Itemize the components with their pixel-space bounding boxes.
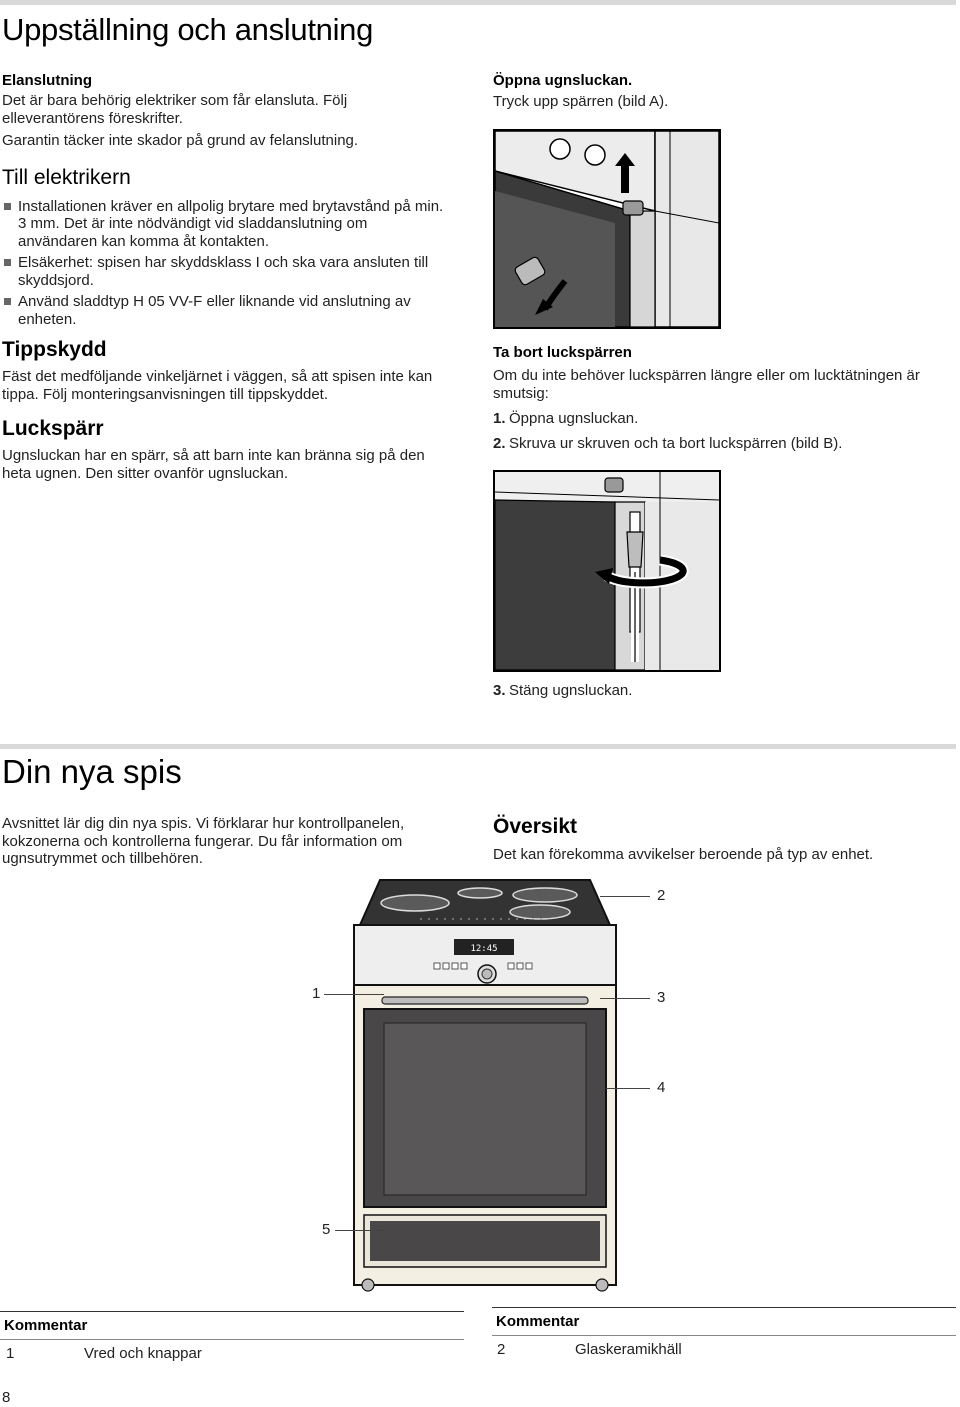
section2-intro: Avsnittet lär dig din nya spis. Vi förklarar hur kontrollpanelen, kokzonerna och kontrollerna fungerar. Du får information om ugnsutrymmet och tillbehören. <box>2 815 405 867</box>
elanslutning-p1: Det är bara behörig elektriker som får elansluta. Följ elleverantörens föreskrifter. <box>2 92 348 127</box>
table-right-row-text: Glaskeramikhäll <box>575 1341 682 1358</box>
oversikt-p: Det kan förekomma avvikelser beroende på typ av enhet. <box>493 846 874 863</box>
step-3 <box>493 682 632 700</box>
oppna-heading: Öppna ugnsluckan. <box>493 72 633 89</box>
figure-b-screw-removal <box>493 470 721 672</box>
oversikt-heading: Översikt <box>493 815 578 838</box>
stove-illustration <box>340 875 630 1295</box>
step-2 <box>493 435 953 453</box>
figure-a-latch-push <box>493 129 721 329</box>
elanslutning-heading: Elanslutning <box>2 72 92 89</box>
callout-4: 4 <box>657 1079 666 1096</box>
tippskydd-heading: Tippskydd <box>2 338 107 361</box>
tippskydd-p: Fäst det medföljande vinkeljärnet i väggen, så att spisen inte kan tippa. Följ monteringsanvisningen till tippskyddet. <box>2 368 433 403</box>
elektrikern-list <box>2 198 450 329</box>
table-right-header: Kommentar <box>496 1313 580 1330</box>
table-left-header-rule <box>0 1339 464 1340</box>
table-right-header-rule <box>492 1335 956 1336</box>
step-number: 2. <box>493 434 506 452</box>
step-text: Stäng ugnsluckan. <box>509 682 633 699</box>
table-right-row-num: 2 <box>497 1341 506 1358</box>
elanslutning-p2: Garantin täcker inte skador på grund av felanslutning. <box>2 132 359 149</box>
table-right-top-rule <box>492 1307 956 1308</box>
list-item: Elsäkerhet: spisen har skyddsklass I och ska vara ansluten till skyddsjord. <box>2 254 450 289</box>
tabort-block <box>493 344 953 452</box>
section2-title: Din nya spis <box>2 753 182 790</box>
luckspärr-p: Ugnsluckan har en spärr, så att barn inte kan bränna sig på den heta ugnen. Den sitter ovanför ugnsluckan. <box>2 447 425 482</box>
callout-4-leader <box>606 1088 650 1089</box>
left-column <box>2 72 450 482</box>
oppna-block <box>493 72 953 111</box>
step-1 <box>493 410 953 428</box>
elektrikern-heading: Till elektrikern <box>2 165 131 189</box>
luckspärr-heading: Luckspärr <box>2 417 104 440</box>
callout-5-leader <box>335 1230 385 1231</box>
callout-2-leader <box>600 896 650 897</box>
page-title: Uppställning och anslutning <box>2 12 374 47</box>
page-number: 8 <box>2 1389 11 1406</box>
step-text: Öppna ugnsluckan. <box>509 410 639 427</box>
step-number: 3. <box>493 682 506 699</box>
table-left-top-rule <box>0 1311 464 1312</box>
tabort-p: Om du inte behöver luckspärren längre eller om lucktätningen är smutsig: <box>493 367 920 402</box>
top-rule <box>0 0 956 5</box>
display-time: 12:45 <box>470 944 498 954</box>
callout-3: 3 <box>657 989 666 1006</box>
callout-5: 5 <box>322 1221 331 1238</box>
table-left-row-text: Vred och knappar <box>84 1345 202 1362</box>
table-left-header: Kommentar <box>4 1317 88 1334</box>
callout-2: 2 <box>657 887 666 904</box>
list-item: Installationen kräver en allpolig brytare med brytavstånd på min. 3 mm. Det är inte nödvändigt vid sladdanslutning om användaren kan komma åt kontakten. <box>2 198 450 251</box>
step-number: 1. <box>493 410 506 427</box>
tabort-heading: Ta bort luckspärren <box>493 344 632 361</box>
section2-rule <box>0 744 956 749</box>
list-item: Använd sladdtyp H 05 VV-F eller liknande vid anslutning av enheten. <box>2 293 450 328</box>
callout-3-leader <box>600 998 650 999</box>
oppna-p: Tryck upp spärren (bild A). <box>493 93 669 110</box>
stove-drawing <box>340 875 630 1295</box>
callout-1-leader <box>324 994 384 995</box>
step-text: Skruva ur skruven och ta bort luckspärren (bild B). <box>509 434 843 452</box>
table-left-row-num: 1 <box>6 1345 15 1362</box>
latch-push-illustration <box>495 131 719 327</box>
screw-removal-illustration <box>495 472 719 670</box>
callout-1: 1 <box>312 985 321 1002</box>
